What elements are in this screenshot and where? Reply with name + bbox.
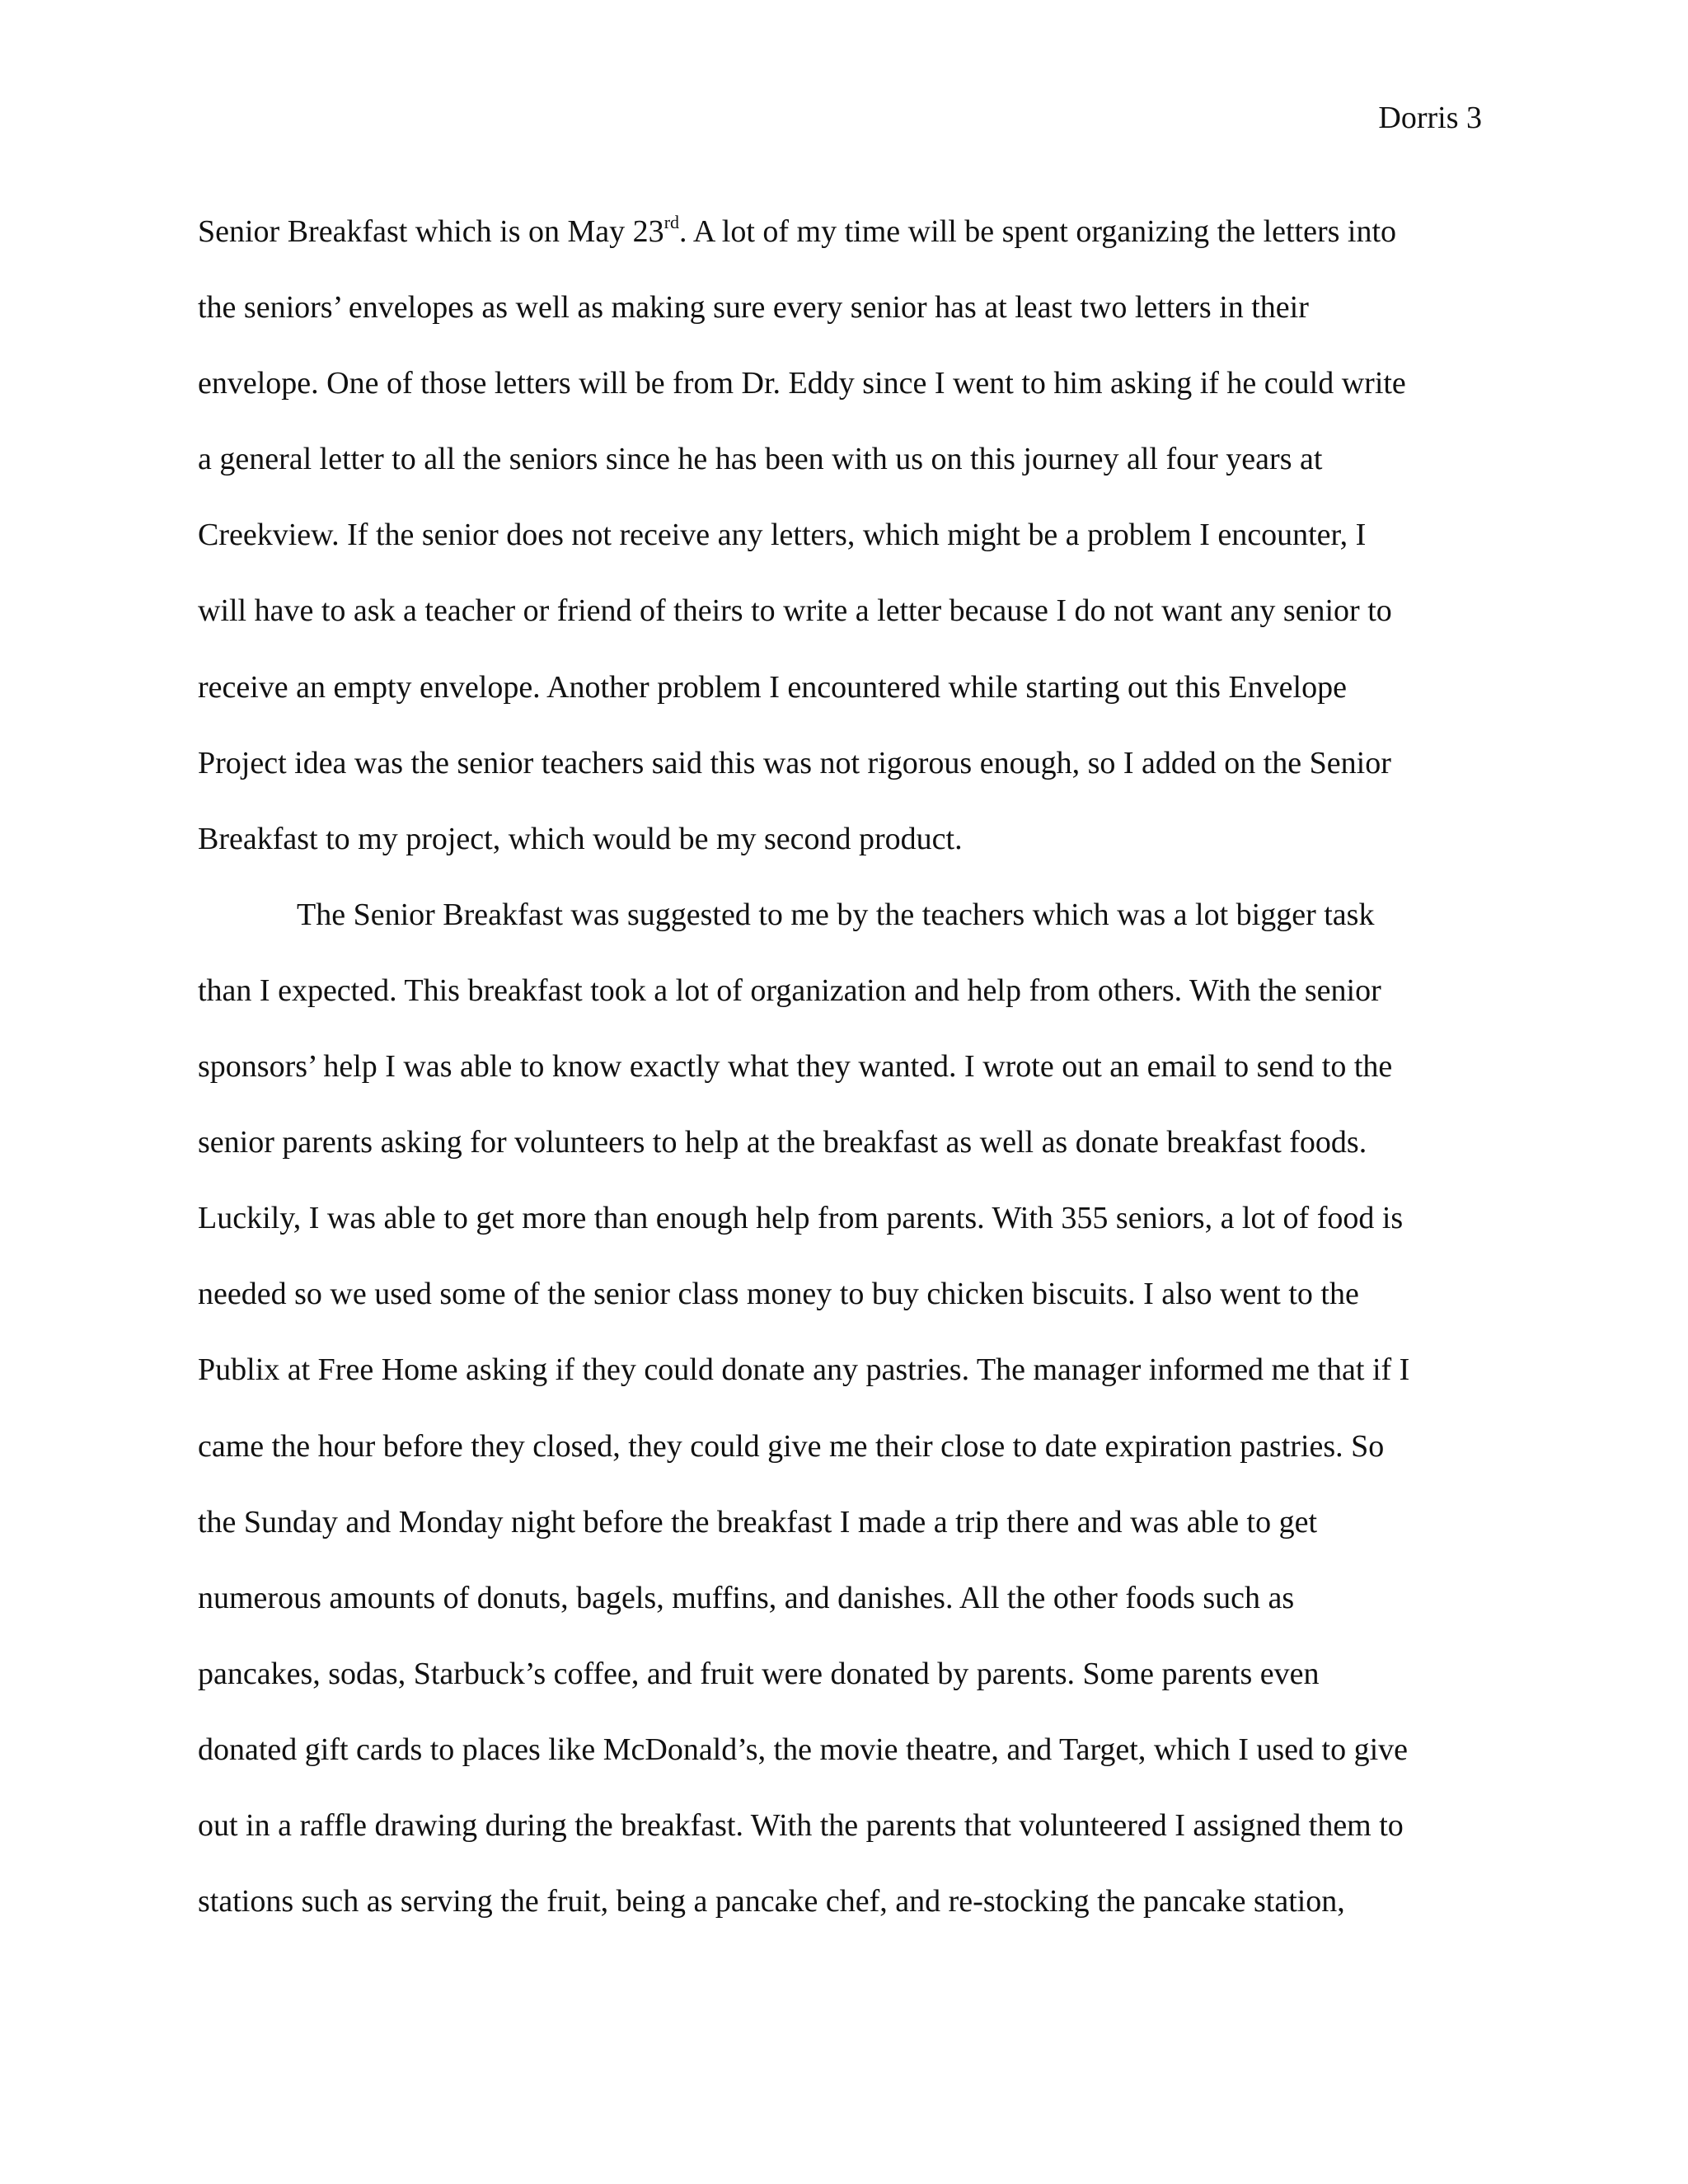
text-line: than I expected. This breakfast took a lot of organization and help from others. With the senior xyxy=(198,972,1381,1008)
text-line: will have to ask a teacher or friend of theirs to write a letter because I do not want any senior to xyxy=(198,593,1392,629)
text-line: donated gift cards to places like McDonald’s, the movie theatre, and Target, which I used to give xyxy=(198,1732,1409,1767)
running-head-page-number: Dorris 3 xyxy=(1378,101,1482,135)
text-line: stations such as serving the fruit, being a pancake chef, and re-stocking the pancake station, xyxy=(198,1884,1345,1919)
text-line: sponsors’ help I was able to know exactly what they wanted. I wrote out an email to send to the xyxy=(198,1049,1393,1085)
text-line: Breakfast to my project, which would be my second product. xyxy=(198,821,963,856)
text-line: pancakes, sodas, Starbuck’s coffee, and fruit were donated by parents. Some parents even xyxy=(198,1656,1320,1691)
text-line: Project idea was the senior teachers said this was not rigorous enough, so I added on the Senior xyxy=(198,745,1391,780)
text-line: the Sunday and Monday night before the breakfast I made a trip there and was able to get xyxy=(198,1504,1318,1540)
text-line: Luckily, I was able to get more than enough help from parents. With 355 seniors, a lot of food is xyxy=(198,1201,1404,1236)
text-line: numerous amounts of donuts, bagels, muffins, and danishes. All the other foods such as xyxy=(198,1580,1295,1615)
text-line: envelope. One of those letters will be from Dr. Eddy since I went to him asking if he could write xyxy=(198,366,1406,401)
text-line: senior parents asking for volunteers to help at the breakfast as well as donate breakfast foods. xyxy=(198,1125,1367,1160)
body-text xyxy=(198,194,1517,1939)
ordinal-superscript: rd xyxy=(663,212,680,232)
text-line: receive an empty envelope. Another problem I encountered while starting out this Envelope xyxy=(198,669,1347,705)
text-line: came the hour before they closed, they could give me their close to date expiration pastries. So xyxy=(198,1428,1385,1464)
paragraph-senior-breakfast xyxy=(198,877,1517,1939)
text-line: a general letter to all the seniors since he has been with us on this journey all four years at xyxy=(198,442,1323,477)
text-line-indented: The Senior Breakfast was suggested to me by the teachers which was a lot bigger task xyxy=(297,897,1375,932)
text-line: Publix at Free Home asking if they could donate any pastries. The manager informed me that if I xyxy=(198,1352,1410,1388)
text-line: needed so we used some of the senior class money to buy chicken biscuits. I also went to the xyxy=(198,1277,1359,1312)
paragraph-continued xyxy=(198,194,1517,877)
text-line: Creekview. If the senior does not receive any letters, which might be a problem I encounter, I xyxy=(198,518,1367,553)
text-line xyxy=(198,194,1517,269)
text-line: out in a raffle drawing during the breakfast. With the parents that volunteered I assigned them to xyxy=(198,1807,1404,1843)
text-line: the seniors’ envelopes as well as making sure every senior has at least two letters in their xyxy=(198,290,1309,326)
text-line-start: Senior Breakfast which is on May 23 xyxy=(198,214,664,249)
text-line-end: . A lot of my time will be spent organizing the letters into xyxy=(679,214,1397,249)
